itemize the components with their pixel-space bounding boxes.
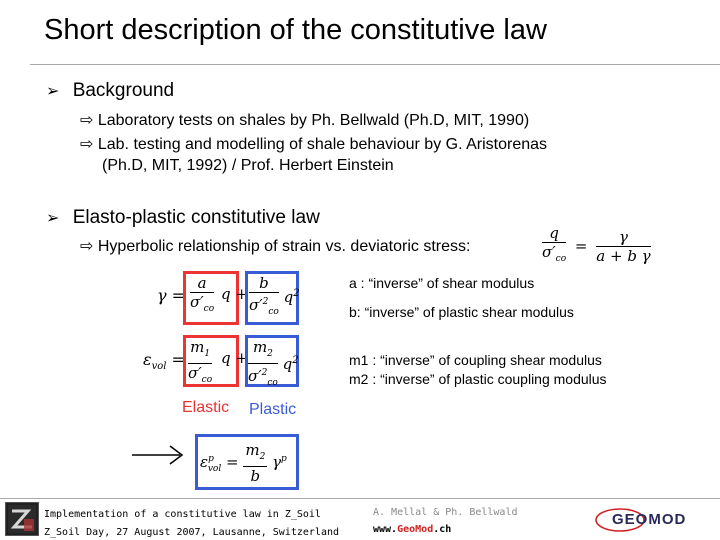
footer-presentation-title: Implementation of a constitutive law in Z_Soil — [44, 509, 321, 520]
plastic-label: Plastic — [249, 401, 297, 418]
footer-authors: A. Mellal & Ph. Bellwald — [373, 507, 518, 518]
background-item-2-text: Lab. testing and modelling of shale behaviour by G. Aristorenas — [97, 136, 548, 153]
elastic-label: Elastic — [182, 399, 230, 416]
background-heading: Background — [72, 80, 175, 101]
bullet-background — [46, 80, 174, 102]
title-divider — [30, 64, 720, 65]
zsoil-logo-icon — [6, 503, 38, 535]
arrowhead-bullet-icon: ➢ — [46, 83, 60, 100]
term-a: $\frac{a}{\sigma'_{co}}$ — [190, 274, 215, 314]
zsoil-logo — [5, 502, 39, 536]
term-b: $\frac{b}{\sigma'^2_{co}}$ $q^2$ — [249, 274, 300, 317]
note-b: b: “inverse” of plastic shear modulus — [349, 304, 574, 320]
background-item-2 — [80, 134, 547, 154]
arrowhead-bullet-icon: ➢ — [46, 210, 60, 227]
hollow-arrow-icon: ⇨ — [80, 112, 94, 129]
term-m2: $\frac{m_2}{\sigma'^2_{co}}$ $q^2$ — [248, 338, 299, 388]
background-item-2-cont: (Ph.D, MIT, 1992) / Prof. Herbert Einstein — [102, 157, 394, 174]
q-factor: q + — [221, 285, 248, 303]
hollow-arrow-icon: ⇨ — [80, 238, 94, 255]
elasto-item — [80, 236, 470, 256]
note-m1: m1 : “inverse” of coupling shear modulus — [349, 352, 602, 368]
background-item-1-text: Laboratory tests on shales by Ph. Bellwald (Ph.D, MIT, 1990) — [97, 112, 530, 129]
arrow-right-icon — [130, 440, 190, 470]
term-m1: $\frac{m_1}{\sigma'_{co}}$ — [188, 338, 213, 385]
footer-event: Z_Soil Day, 27 August 2007, Lausanne, Switzerland — [44, 527, 340, 538]
slide-title: Short description of the constitutive law — [44, 14, 547, 46]
bullet-elasto-plastic — [46, 207, 320, 229]
plastic-vol-strain-formula: $\varepsilon^p_{vol}$ = $\frac{m_2}{b}$ $\gamma^p$ — [200, 441, 287, 485]
footer-divider — [0, 498, 720, 499]
footer-url: www.GeoMod.ch — [373, 524, 452, 535]
q-factor-2: q + — [221, 349, 248, 367]
elasto-heading: Elasto-plastic constitutive law — [72, 207, 320, 228]
note-m2: m2 : “inverse” of plastic coupling modulus — [349, 371, 607, 387]
gamma-symbol: γ = — [157, 286, 186, 305]
elasto-item-text: Hyperbolic relationship of strain vs. deviatoric stress: — [97, 238, 471, 255]
note-a: a : “inverse” of shear modulus — [349, 275, 535, 291]
epsilon-vol-symbol: $\varepsilon_{vol}$ = — [143, 350, 185, 373]
hollow-arrow-icon: ⇨ — [80, 136, 94, 153]
geomod-logo-text: GEOMOD — [612, 511, 687, 528]
hyperbolic-formula: $\frac{q}{\sigma'_{co}}$ = $\frac{\gamma}{\text{a + b γ}}$ — [542, 224, 651, 265]
background-item-1 — [80, 110, 529, 130]
geomod-logo — [594, 506, 714, 534]
